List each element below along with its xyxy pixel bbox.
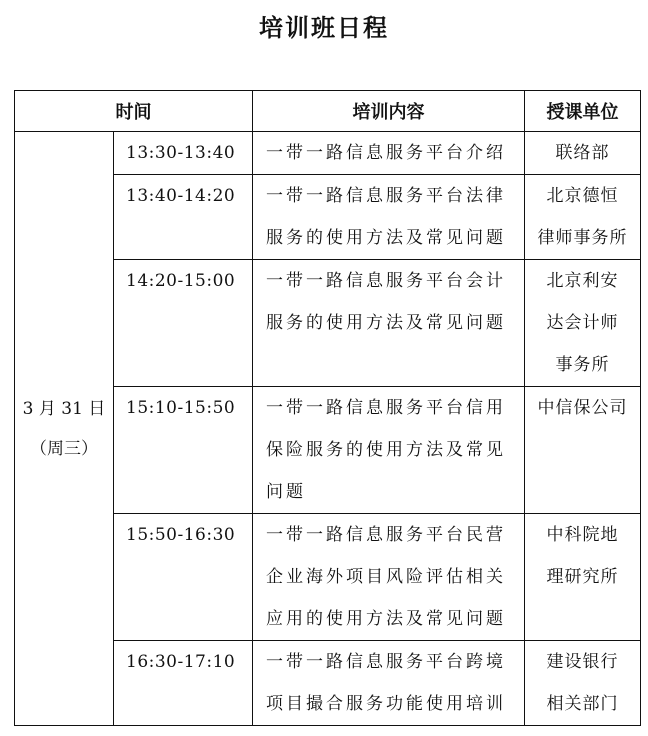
unit-cell bbox=[525, 387, 641, 514]
time-cell: 15:10-15:50 bbox=[114, 387, 253, 514]
unit-cell bbox=[525, 641, 641, 726]
content-cell: 一带一路信息服务平台会计服务的使用方法及常见问题 bbox=[253, 260, 525, 387]
schedule-table bbox=[14, 90, 641, 726]
header-row bbox=[15, 91, 641, 132]
unit-line: 中信保公司 bbox=[537, 398, 628, 418]
unit-line: 理研究所 bbox=[546, 567, 619, 587]
content-cell: 一带一路信息服务平台法律服务的使用方法及常见问题 bbox=[253, 175, 525, 260]
time-cell: 15:50-16:30 bbox=[114, 514, 253, 641]
unit-line: 事务所 bbox=[555, 355, 610, 375]
unit-line: 中科院地 bbox=[546, 525, 619, 545]
date-cell bbox=[15, 132, 114, 726]
content-cell: 一带一路信息服务平台信用保险服务的使用方法及常见问题 bbox=[253, 387, 525, 514]
unit-line: 北京德恒 bbox=[546, 186, 619, 206]
header-content: 培训内容 bbox=[253, 91, 525, 132]
unit-line: 达会计师 bbox=[546, 313, 619, 333]
unit-line: 建设银行 bbox=[546, 652, 619, 672]
page-title: 培训班日程 bbox=[259, 13, 389, 42]
unit-line: 联络部 bbox=[555, 143, 610, 163]
time-cell: 13:40-14:20 bbox=[114, 175, 253, 260]
time-cell: 13:30-13:40 bbox=[114, 132, 253, 175]
weekday-label: （周三） bbox=[30, 438, 98, 459]
unit-line: 相关部门 bbox=[546, 694, 619, 714]
unit-line: 律师事务所 bbox=[537, 228, 628, 248]
time-cell: 16:30-17:10 bbox=[114, 641, 253, 726]
unit-cell bbox=[525, 260, 641, 387]
unit-line: 北京利安 bbox=[546, 271, 619, 291]
date-label: 3 月 31 日 bbox=[22, 398, 106, 419]
header-time: 时间 bbox=[15, 91, 253, 132]
unit-cell bbox=[525, 132, 641, 175]
time-cell: 14:20-15:00 bbox=[114, 260, 253, 387]
unit-cell bbox=[525, 514, 641, 641]
content-cell: 一带一路信息服务平台跨境项目撮合服务功能使用培训 bbox=[253, 641, 525, 726]
header-unit: 授课单位 bbox=[525, 91, 641, 132]
table-row bbox=[15, 132, 641, 175]
content-cell: 一带一路信息服务平台民营企业海外项目风险评估相关应用的使用方法及常见问题 bbox=[253, 514, 525, 641]
unit-cell bbox=[525, 175, 641, 260]
content-cell: 一带一路信息服务平台介绍 bbox=[253, 132, 525, 175]
